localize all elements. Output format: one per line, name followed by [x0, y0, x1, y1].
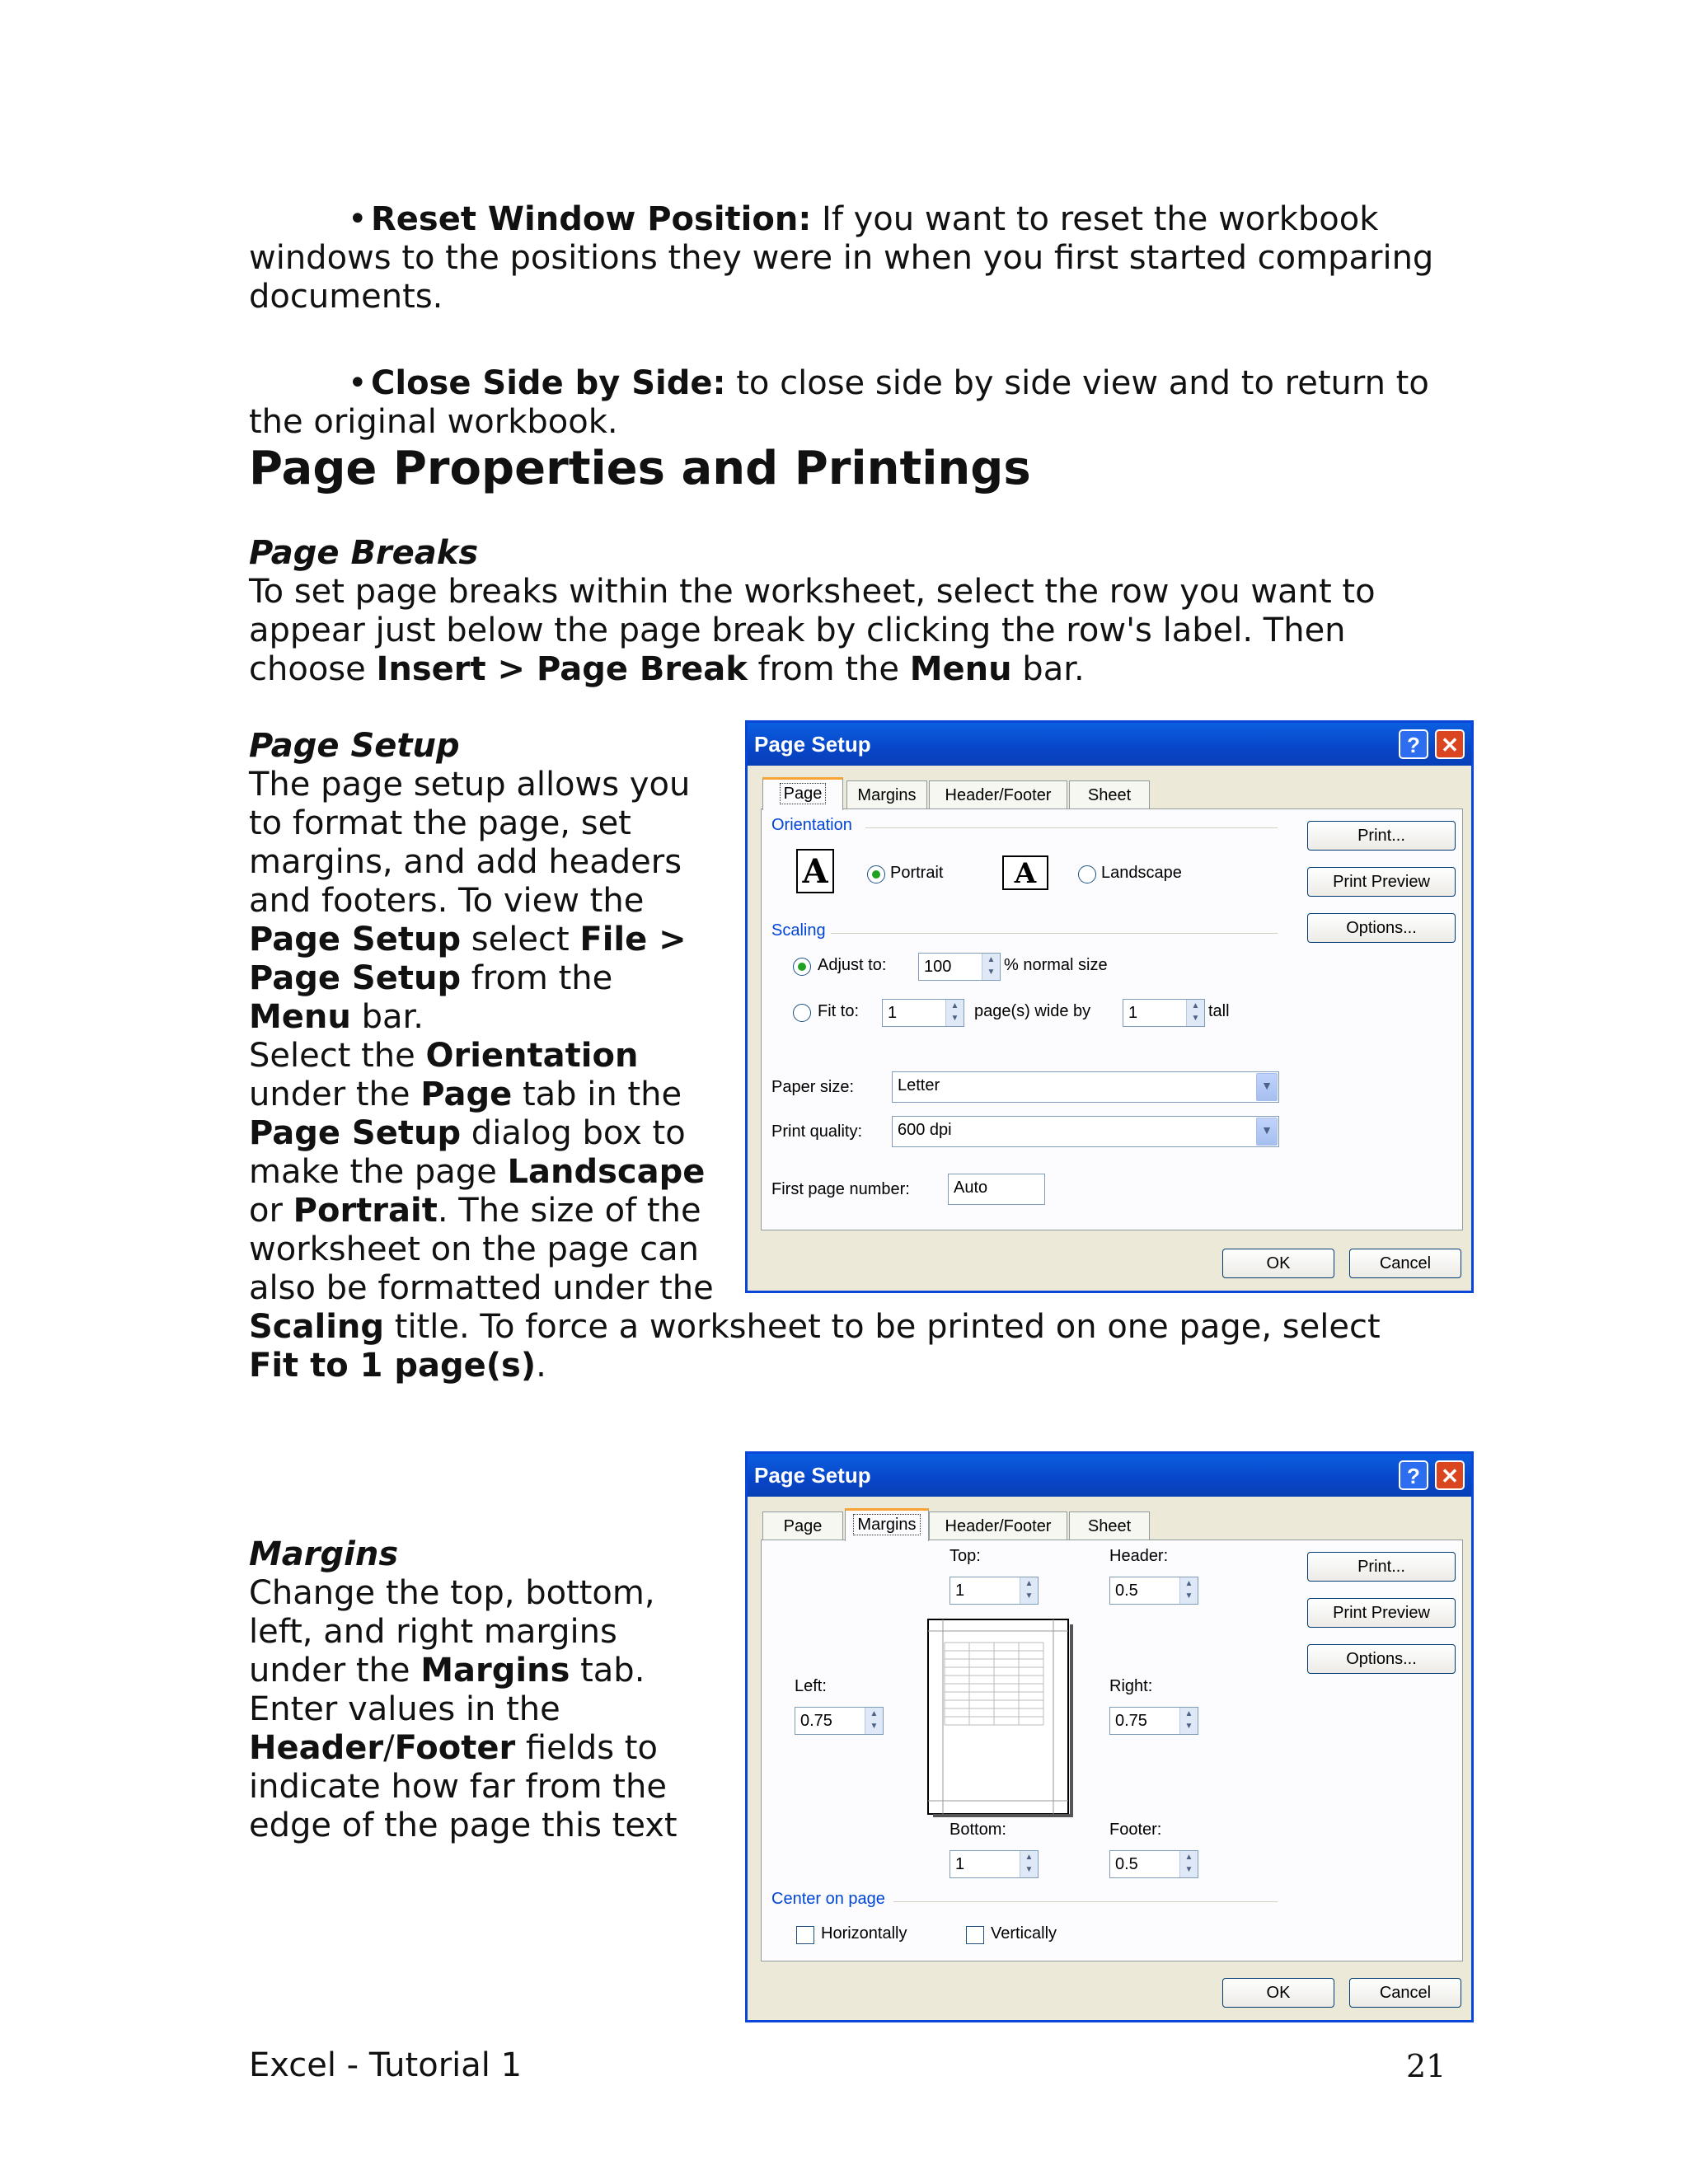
page-setup-dialog-page: [745, 720, 1474, 1293]
cancel-button[interactable]: Cancel: [1349, 1249, 1461, 1278]
pages-wide-by-label: page(s) wide by: [974, 1002, 1091, 1020]
bullet-label: Close Side by Side:: [371, 364, 726, 402]
top-label: Top:: [950, 1547, 981, 1565]
spin-arrows-icon[interactable]: ▲ ▼: [1186, 1000, 1204, 1026]
section-heading: Page Properties and Printings: [249, 442, 1031, 495]
landscape-label[interactable]: Landscape: [1101, 864, 1182, 882]
horizontally-checkbox[interactable]: [796, 1926, 814, 1944]
right-margin-input[interactable]: 0.75 ▲ ▼: [1109, 1707, 1198, 1735]
vertically-checkbox[interactable]: [966, 1926, 984, 1944]
chevron-down-icon[interactable]: ▼: [1256, 1118, 1278, 1146]
ok-button[interactable]: OK: [1222, 1249, 1334, 1278]
adjust-to-label[interactable]: Adjust to:: [818, 956, 887, 974]
print-quality-label: Print quality:: [771, 1122, 863, 1141]
print-preview-button[interactable]: Print Preview: [1307, 1598, 1456, 1628]
spin-arrows-icon[interactable]: ▲ ▼: [945, 1000, 964, 1026]
spin-arrows-icon[interactable]: ▲ ▼: [1020, 1851, 1038, 1877]
cancel-button[interactable]: Cancel: [1349, 1978, 1461, 2008]
tab-sheet[interactable]: Sheet: [1069, 1511, 1150, 1540]
spin-arrows-icon[interactable]: ▲ ▼: [982, 954, 1000, 980]
chevron-down-icon[interactable]: ▼: [1256, 1073, 1278, 1101]
bullet-icon: •: [348, 364, 368, 402]
page-breaks-section: Page Breaks To set page breaks within the worksheet, select the row you want to appear just below the page break by clicking the row's label. Then choose Insert > Page Break from the Menu bar.: [249, 534, 1485, 689]
page-preview-icon: [926, 1618, 1075, 1819]
tab-margins[interactable]: Margins: [846, 780, 927, 808]
spin-arrows-icon[interactable]: ▲ ▼: [1179, 1851, 1198, 1877]
bullet-icon: •: [348, 200, 368, 238]
normal-size-label: % normal size: [1004, 956, 1108, 974]
adjust-to-input[interactable]: 100 ▲ ▼: [918, 953, 1001, 981]
header-label: Header:: [1109, 1547, 1169, 1565]
bullet-close-side-by-side: • Close Side by Side: to close side by side view and to return to the original workbook.: [249, 364, 1429, 441]
dialog-title: Page Setup: [754, 1463, 871, 1488]
spin-arrows-icon[interactable]: ▲ ▼: [1179, 1708, 1198, 1734]
ok-button[interactable]: OK: [1222, 1978, 1334, 2008]
tab-page[interactable]: Page: [762, 1511, 843, 1540]
footer-margin-input[interactable]: 0.5 ▲ ▼: [1109, 1850, 1198, 1878]
margins-title: Margins: [249, 1535, 399, 1573]
landscape-page-icon: A: [1002, 855, 1048, 890]
print-button[interactable]: Print...: [1307, 821, 1456, 851]
left-margin-input[interactable]: 0.75 ▲ ▼: [795, 1707, 884, 1735]
orientation-group-label: Orientation: [771, 816, 852, 834]
bullet-reset-window: • Reset Window Position: If you want to reset the workbook windows to the positions they were in when you first started comparing documents.: [249, 200, 1434, 316]
bullet-label: Reset Window Position:: [371, 200, 812, 238]
close-icon[interactable]: ✕: [1435, 1460, 1465, 1490]
page-number: 21: [1406, 2048, 1447, 2084]
options-button[interactable]: Options...: [1307, 913, 1456, 943]
tab-panel: [761, 808, 1463, 1230]
first-page-number-label: First page number:: [771, 1180, 910, 1198]
tab-panel: [761, 1540, 1463, 1961]
tab-page[interactable]: Page: [762, 777, 843, 810]
fit-to-label[interactable]: Fit to:: [818, 1002, 860, 1020]
footer-label: Footer:: [1109, 1821, 1162, 1839]
bottom-label: Bottom:: [950, 1821, 1006, 1839]
bottom-margin-input[interactable]: 1 ▲ ▼: [950, 1850, 1039, 1878]
first-page-number-input[interactable]: Auto: [948, 1174, 1045, 1205]
scaling-group-label: Scaling: [771, 921, 826, 940]
fit-tall-input[interactable]: 1 ▲ ▼: [1123, 999, 1205, 1027]
spin-arrows-icon[interactable]: ▲ ▼: [865, 1708, 883, 1734]
tall-label: tall: [1208, 1002, 1230, 1020]
tab-header-footer[interactable]: Header/Footer: [929, 780, 1067, 808]
spin-arrows-icon[interactable]: ▲ ▼: [1020, 1577, 1038, 1604]
horizontally-label[interactable]: Horizontally: [821, 1924, 907, 1943]
left-label: Left:: [795, 1677, 827, 1695]
help-icon[interactable]: ?: [1399, 1460, 1428, 1490]
center-on-page-group-label: Center on page: [771, 1890, 885, 1908]
page-breaks-title: Page Breaks: [249, 534, 479, 572]
dialog-titlebar[interactable]: [748, 1454, 1471, 1497]
footer-left: Excel - Tutorial 1: [249, 2046, 523, 2084]
landscape-radio[interactable]: [1078, 865, 1096, 883]
fit-to-radio[interactable]: [793, 1004, 811, 1022]
print-preview-button[interactable]: Print Preview: [1307, 867, 1456, 897]
help-icon[interactable]: ?: [1399, 729, 1428, 759]
page-setup-section: Page Setup The page setup allows you to format the page, set margins, and add headers and footers. To view the Page Setup select File > Page Setup from the Menu bar. Select the Orientation under the Page tab in the Page Setup dialog box to make the page Landscape or Portrait. The size of the worksheet on the page can also be formatted under the Scaling title. To force a worksheet to be printed on one page, select Fit to 1 page(s).: [249, 727, 1485, 1385]
header-margin-input[interactable]: 0.5 ▲ ▼: [1109, 1577, 1198, 1605]
tab-sheet[interactable]: Sheet: [1069, 780, 1150, 808]
dialog-title: Page Setup: [754, 732, 871, 757]
dialog-titlebar[interactable]: [748, 723, 1471, 766]
portrait-label[interactable]: Portrait: [890, 864, 944, 882]
paper-size-select[interactable]: Letter ▼: [892, 1071, 1279, 1103]
top-margin-input[interactable]: 1 ▲ ▼: [950, 1577, 1039, 1605]
fit-wide-input[interactable]: 1 ▲ ▼: [882, 999, 964, 1027]
print-button[interactable]: Print...: [1307, 1552, 1456, 1582]
adjust-to-radio[interactable]: [793, 958, 811, 976]
vertically-label[interactable]: Vertically: [991, 1924, 1057, 1943]
portrait-page-icon: A: [796, 849, 834, 893]
tab-header-footer[interactable]: Header/Footer: [929, 1511, 1067, 1540]
spin-arrows-icon[interactable]: ▲ ▼: [1179, 1577, 1198, 1604]
paper-size-label: Paper size:: [771, 1078, 855, 1096]
portrait-radio[interactable]: [867, 865, 885, 883]
options-button[interactable]: Options...: [1307, 1644, 1456, 1674]
right-label: Right:: [1109, 1677, 1153, 1695]
page-setup-title: Page Setup: [249, 727, 460, 765]
close-icon[interactable]: ✕: [1435, 729, 1465, 759]
tab-margins[interactable]: Margins: [845, 1508, 929, 1541]
margins-section: Margins Change the top, bottom, left, and right margins under the Margins tab. Enter values in the Header/Footer fields to indicate how far from the edge of the page this text: [249, 1535, 710, 1845]
print-quality-select[interactable]: 600 dpi ▼: [892, 1116, 1279, 1147]
page-setup-dialog-margins: [745, 1451, 1474, 2022]
